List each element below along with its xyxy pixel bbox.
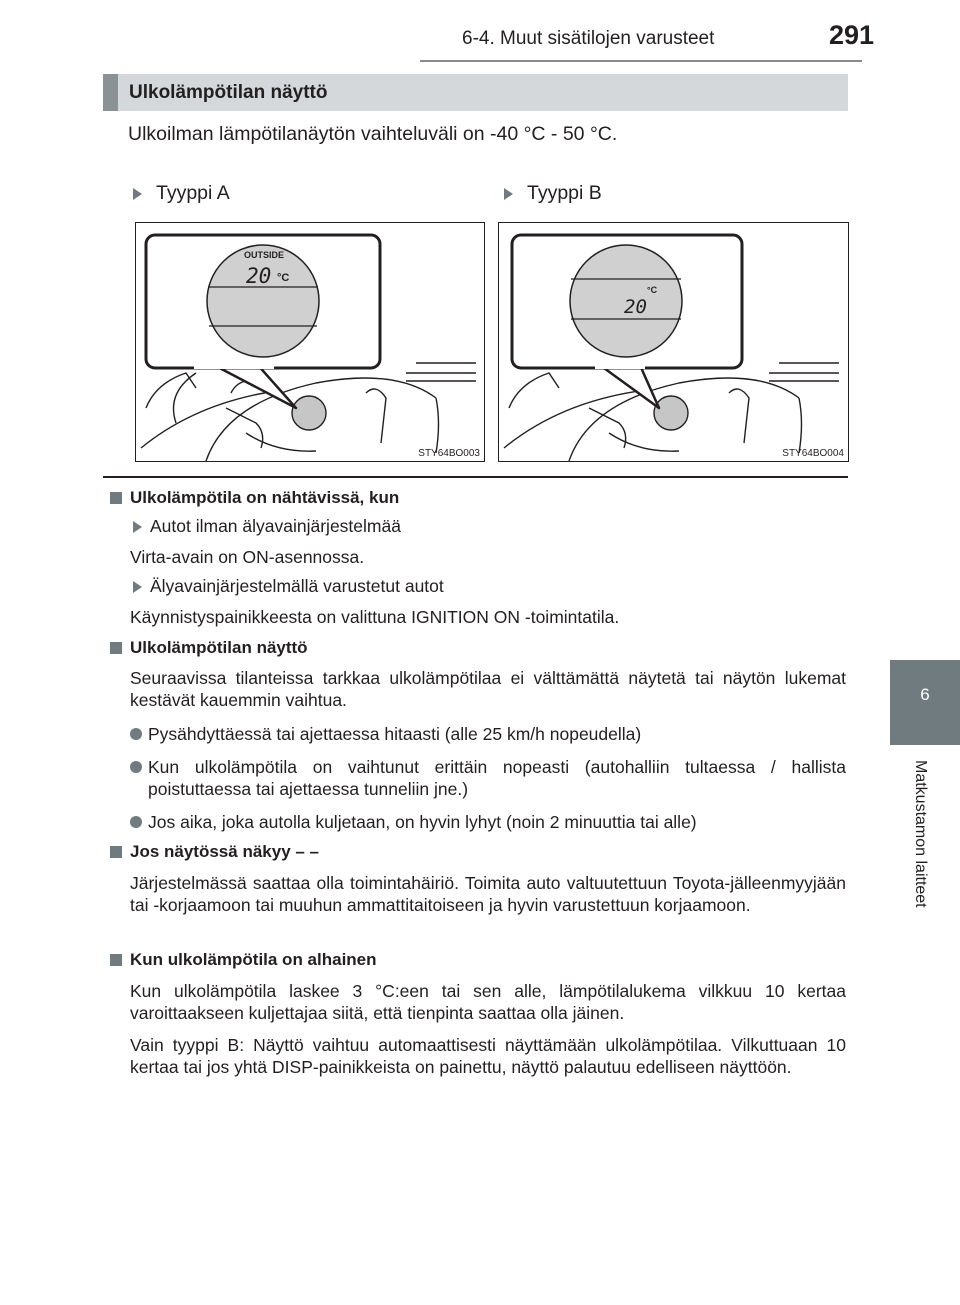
list-item-text: Kun ulkolämpötila on vaihtunut erittäin nopeasti (autohalliin tultaessa / hallista poistuttaessa tai ajettaessa tunneliin jne.) bbox=[148, 757, 846, 799]
note-heading-text: Ulkolämpötila on nähtävissä, kun bbox=[130, 488, 400, 507]
square-bullet-icon bbox=[110, 954, 122, 966]
note-heading-text: Ulkolämpötilan näyttö bbox=[130, 638, 308, 657]
sub-item-text: Älyavainjärjestelmällä varustetut autot bbox=[150, 576, 444, 596]
paragraph: Kun ulkolämpötila laskee 3 °C:een tai sen alle, lämpötilalukema vilkkuu 10 kertaa varoittaakseen kuljettajaa siitä, että tienpinta saattaa olla jäinen. bbox=[130, 981, 846, 1023]
list-item bbox=[130, 811, 846, 833]
list-item bbox=[130, 723, 846, 745]
section-bar-accent bbox=[103, 74, 118, 111]
chapter-number: 6 bbox=[920, 685, 930, 704]
type-a-text: Tyyppi A bbox=[156, 182, 230, 204]
type-a-label bbox=[133, 182, 230, 205]
round-bullet-icon bbox=[130, 761, 142, 773]
display-unit: °C bbox=[647, 285, 658, 295]
note-heading bbox=[110, 488, 399, 508]
dashboard-illustration-b bbox=[499, 223, 848, 461]
figure-rule bbox=[103, 476, 848, 478]
note-heading-text: Kun ulkolämpötila on alhainen bbox=[130, 950, 377, 969]
paragraph: Käynnistyspainikkeesta on valittuna IGNITION ON -toimintatila. bbox=[130, 607, 620, 627]
round-bullet-icon bbox=[130, 728, 142, 740]
square-bullet-icon bbox=[110, 492, 122, 504]
page-number: 291 bbox=[829, 20, 875, 50]
list-item bbox=[130, 756, 846, 800]
round-bullet-icon bbox=[130, 816, 142, 828]
note-heading bbox=[110, 950, 377, 970]
paragraph: Virta-avain on ON-asennossa. bbox=[130, 547, 365, 567]
running-header: 6-4. Muut sisätilojen varusteet bbox=[462, 28, 715, 49]
triangle-bullet-icon bbox=[133, 581, 142, 593]
display-value: 20 bbox=[624, 296, 647, 318]
sub-item bbox=[133, 576, 444, 597]
figure-code: STY64BO003 bbox=[418, 448, 480, 459]
triangle-bullet-icon bbox=[504, 188, 513, 200]
sub-item-text: Autot ilman älyavainjärjestelmää bbox=[150, 516, 401, 536]
paragraph: Vain tyyppi B: Näyttö vaihtuu automaattisesti näyttämään ulkolämpötilaa. Vilkuttuaan 10 kertaa tai jos yhtä DISP-painikkeista on painettu, näyttö palautuu edelliseen näyttöön. bbox=[130, 1035, 846, 1077]
triangle-bullet-icon bbox=[133, 188, 142, 200]
square-bullet-icon bbox=[110, 846, 122, 858]
figure-code: STY64BO004 bbox=[782, 448, 844, 459]
square-bullet-icon bbox=[110, 642, 122, 654]
type-b-text: Tyyppi B bbox=[527, 182, 602, 204]
figure-type-a bbox=[135, 222, 485, 462]
paragraph: Järjestelmässä saattaa olla toimintahäiriö. Toimita auto valtuutettuun Toyota-jälleenmyyjään tai -korjaamoon tai muuhun ammattitaitoiseen ja hyvin varustettuun korjaamoon. bbox=[130, 873, 846, 915]
display-unit: °C bbox=[277, 272, 290, 284]
chapter-label: Matkustamon laitteet bbox=[912, 760, 929, 908]
note-heading bbox=[110, 842, 319, 862]
intro-text: Ulkoilman lämpötilanäytön vaihteluväli on -40 °C - 50 °C. bbox=[128, 123, 618, 145]
note-heading-text: Jos näytössä näkyy – – bbox=[130, 842, 320, 861]
figure-type-b bbox=[498, 222, 849, 462]
triangle-bullet-icon bbox=[133, 521, 142, 533]
note-heading bbox=[110, 638, 308, 658]
paragraph: Seuraavissa tilanteissa tarkkaa ulkolämpötilaa ei välttämättä näytetä tai näytön lukemat kestävät kauemmin vaihtua. bbox=[130, 668, 846, 710]
list-item-text: Pysähdyttäessä tai ajettaessa hitaasti (alle 25 km/h nopeudella) bbox=[148, 724, 642, 744]
type-b-label bbox=[504, 182, 602, 205]
list-item-text: Jos aika, joka autolla kuljetaan, on hyvin lyhyt (noin 2 minuuttia tai alle) bbox=[148, 812, 697, 832]
display-caption: OUTSIDE bbox=[244, 250, 285, 260]
display-value: 20 bbox=[246, 264, 272, 288]
section-title: Ulkolämpötilan näyttö bbox=[129, 82, 328, 103]
header-rule bbox=[420, 60, 862, 62]
dashboard-illustration-a bbox=[136, 223, 484, 461]
sub-item bbox=[133, 516, 401, 537]
